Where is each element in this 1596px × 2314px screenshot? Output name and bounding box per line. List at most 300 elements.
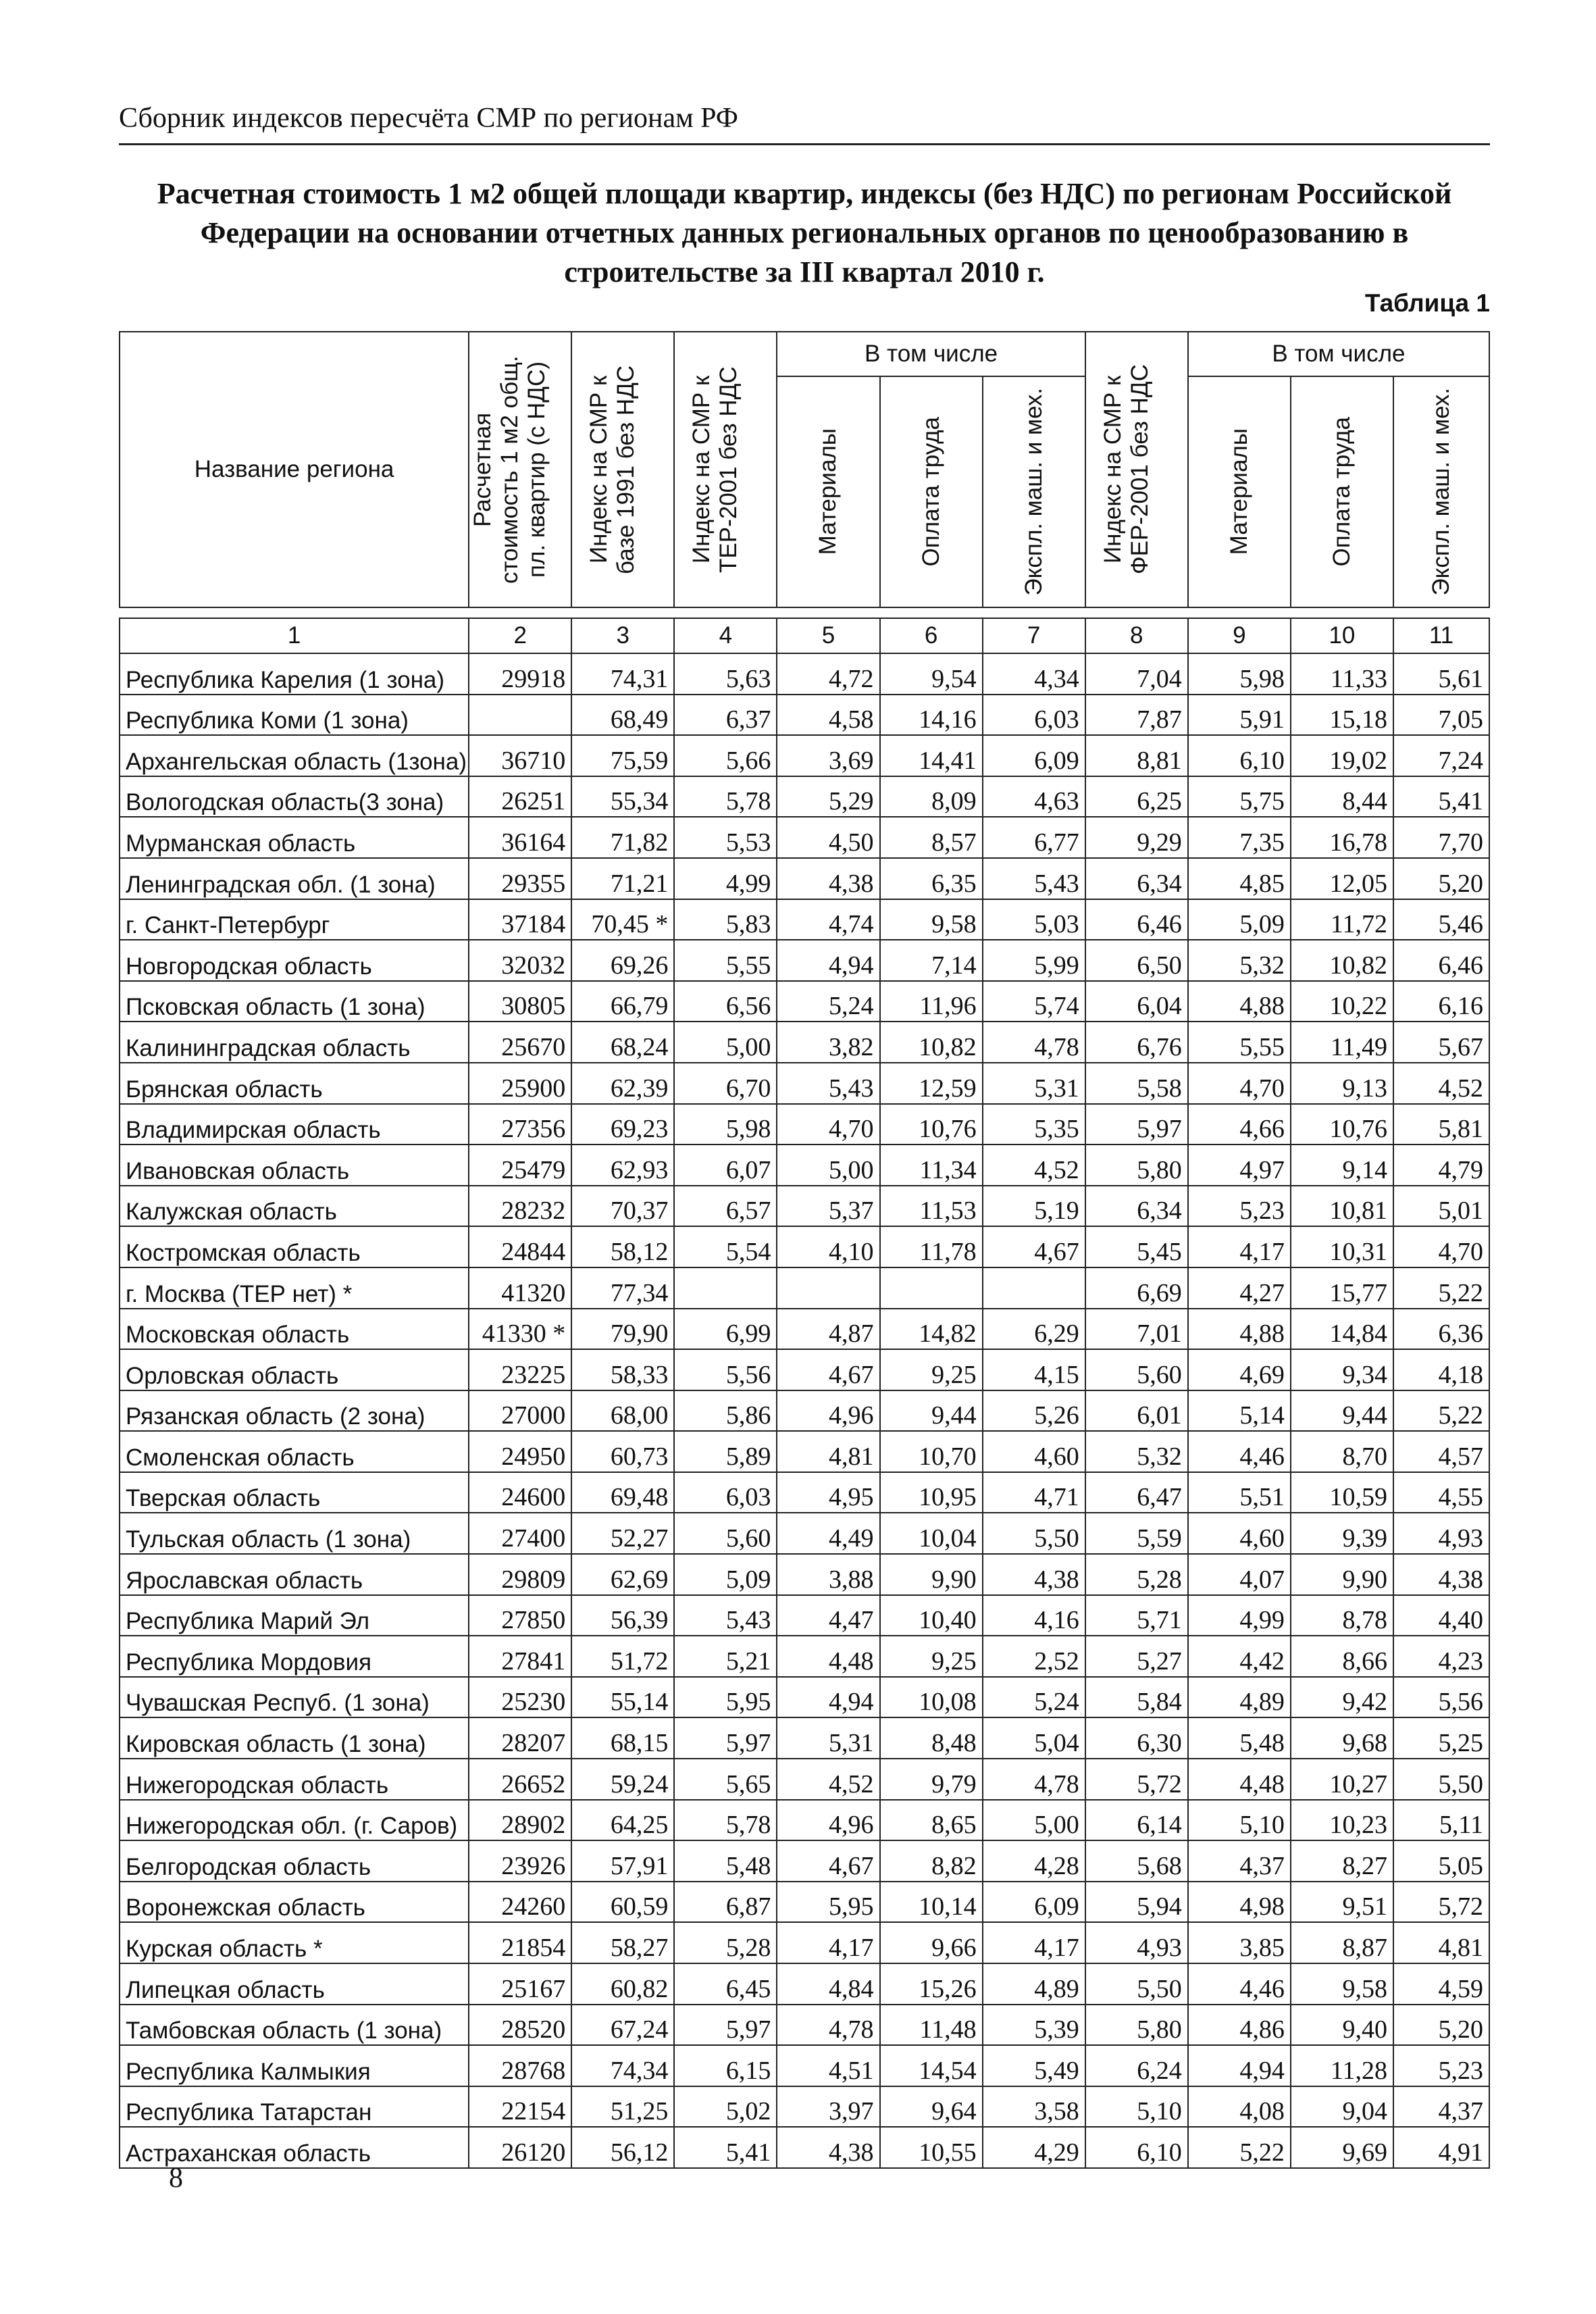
value-cell: 4,07 [1188,1554,1291,1595]
separator-cell [880,607,983,618]
value-cell: 62,69 [571,1554,674,1595]
document-title: Расчетная стоимость 1 м2 общей площади квартир, индексы (без НДС) по регионам Российской Федерации на основании отчетных данных региональных органов по ценообразованию в строительстве за III квартал 2010 г. [157,177,1452,288]
value-cell: 4,18 [1393,1349,1489,1390]
value-cell: 15,77 [1291,1267,1393,1309]
value-cell: 5,41 [1393,776,1489,818]
table-row [120,1063,1489,1104]
value-cell: 4,72 [777,653,879,695]
table-row [120,1882,1489,1923]
value-cell: 8,81 [1085,735,1188,776]
table-row [120,1595,1489,1636]
table-row [120,858,1489,899]
value-cell: 28520 [469,2005,571,2046]
regional-index-table [119,331,1490,2169]
value-cell: 4,93 [1393,1513,1489,1554]
value-cell: 4,96 [777,1800,879,1841]
value-cell: 5,48 [1188,1717,1291,1759]
value-cell: 5,28 [1085,1554,1188,1595]
value-cell: 5,97 [674,1717,777,1759]
value-cell: 4,17 [1188,1226,1291,1267]
column-number: 7 [983,618,1085,653]
value-cell: 75,59 [571,735,674,776]
value-cell: 15,26 [880,1963,983,2005]
value-cell: 4,70 [777,1104,879,1145]
value-cell: 5,22 [1188,2127,1291,2168]
value-cell: 5,09 [1188,899,1291,940]
table-row [120,1677,1489,1718]
table-row [120,2005,1489,2046]
value-cell: 5,63 [674,653,777,695]
value-cell: 23225 [469,1349,571,1390]
value-cell: 10,76 [880,1104,983,1145]
value-cell: 6,70 [674,1063,777,1104]
table-row [120,1104,1489,1145]
value-cell: 5,86 [674,1390,777,1432]
value-cell: 6,99 [674,1309,777,1350]
value-cell: 4,17 [777,1922,879,1963]
value-cell [777,1267,879,1309]
value-cell: 5,41 [674,2127,777,2168]
value-cell: 5,45 [1085,1226,1188,1267]
value-cell: 21854 [469,1922,571,1963]
value-cell: 59,24 [571,1759,674,1800]
value-cell: 5,10 [1085,2086,1188,2128]
value-cell: 79,90 [571,1309,674,1350]
value-cell: 28902 [469,1800,571,1841]
value-cell: 28768 [469,2045,571,2086]
value-cell: 4,67 [983,1226,1085,1267]
value-cell: 12,05 [1291,858,1393,899]
value-cell: 4,85 [1188,858,1291,899]
value-cell: 5,11 [1393,1800,1489,1841]
value-cell: 5,61 [1393,653,1489,695]
value-cell: 11,33 [1291,653,1393,695]
value-cell: 4,67 [777,1349,879,1390]
value-cell: 6,07 [674,1145,777,1186]
value-cell: 5,84 [1085,1677,1188,1718]
value-cell: 7,70 [1393,817,1489,858]
value-cell: 4,38 [777,2127,879,2168]
value-cell: 4,27 [1188,1267,1291,1309]
value-cell: 4,58 [777,695,879,736]
table-row [120,776,1489,818]
separator-cell [571,607,674,618]
value-cell: 26251 [469,776,571,818]
region-name-cell: Мурманская область [120,817,469,858]
value-cell: 25167 [469,1963,571,2005]
region-name-cell: Рязанская область (2 зона) [120,1390,469,1432]
value-cell: 5,43 [777,1063,879,1104]
value-cell: 4,63 [983,776,1085,818]
value-cell: 6,77 [983,817,1085,858]
value-cell: 4,71 [983,1472,1085,1513]
value-cell: 9,64 [880,2086,983,2128]
value-cell: 5,23 [1188,1186,1291,1227]
value-cell: 4,67 [777,1840,879,1882]
value-cell: 6,09 [983,1882,1085,1923]
value-cell: 10,31 [1291,1226,1393,1267]
value-cell: 5,98 [674,1104,777,1145]
value-cell: 68,49 [571,695,674,736]
value-cell: 5,05 [1393,1840,1489,1882]
value-cell: 4,86 [1188,2005,1291,2046]
region-name-cell: Брянская область [120,1063,469,1104]
value-cell: 66,79 [571,981,674,1022]
value-cell: 57,91 [571,1840,674,1882]
value-cell: 36164 [469,817,571,858]
header-labor-ter [880,376,983,607]
table-row [120,1267,1489,1309]
value-cell: 19,02 [1291,735,1393,776]
value-cell: 5,99 [983,940,1085,981]
value-cell: 5,97 [674,2005,777,2046]
table-row [120,2127,1489,2168]
value-cell: 4,37 [1393,2086,1489,2128]
column-number: 2 [469,618,571,653]
value-cell: 11,53 [880,1186,983,1227]
header-separator [120,607,1489,618]
separator-cell [120,607,469,618]
value-cell: 60,59 [571,1882,674,1923]
value-cell: 5,23 [1393,2045,1489,2086]
value-cell: 6,69 [1085,1267,1188,1309]
value-cell: 8,87 [1291,1922,1393,1963]
value-cell: 9,79 [880,1759,983,1800]
value-cell: 5,22 [1393,1390,1489,1432]
table-row [120,2086,1489,2128]
value-cell: 5,71 [1085,1595,1188,1636]
table-row [120,817,1489,858]
value-cell: 6,10 [1085,2127,1188,2168]
value-cell: 24844 [469,1226,571,1267]
value-cell: 36710 [469,735,571,776]
value-cell: 5,54 [674,1226,777,1267]
value-cell: 6,87 [674,1882,777,1923]
value-cell: 37184 [469,899,571,940]
table-row [120,1840,1489,1882]
region-name-cell: Вологодская область(3 зона) [120,776,469,818]
value-cell: 4,70 [1188,1063,1291,1104]
value-cell: 6,36 [1393,1309,1489,1350]
separator-cell [1188,607,1291,618]
value-cell: 9,40 [1291,2005,1393,2046]
value-cell: 5,24 [983,1677,1085,1718]
value-cell: 9,25 [880,1636,983,1677]
value-cell: 6,57 [674,1186,777,1227]
value-cell: 7,04 [1085,653,1188,695]
column-number: 3 [571,618,674,653]
header-materials-fer-text: Материалы [1225,428,1252,555]
value-cell: 4,38 [983,1554,1085,1595]
value-cell: 14,82 [880,1309,983,1350]
value-cell: 27850 [469,1595,571,1636]
value-cell: 6,34 [1085,1186,1188,1227]
table-row [120,1349,1489,1390]
value-cell: 14,16 [880,695,983,736]
region-name-cell: Московская область [120,1309,469,1350]
value-cell: 6,56 [674,981,777,1022]
value-cell: 5,32 [1085,1431,1188,1472]
region-name-cell: Калининградская область [120,1022,469,1063]
region-name-cell: Республика Татарстан [120,2086,469,2128]
value-cell: 10,04 [880,1513,983,1554]
value-cell: 51,72 [571,1636,674,1677]
value-cell: 55,34 [571,776,674,818]
value-cell: 8,57 [880,817,983,858]
value-cell: 5,78 [674,776,777,818]
value-cell: 4,94 [777,940,879,981]
value-cell: 5,56 [674,1349,777,1390]
header-cost-text: Расчетная стоимость 1 м2 общ. пл. квартир (с НДС) [469,355,550,584]
value-cell: 5,80 [1085,1145,1188,1186]
value-cell: 15,18 [1291,695,1393,736]
column-number: 1 [120,618,469,653]
region-name-cell: Ярославская область [120,1554,469,1595]
value-cell: 5,22 [1393,1267,1489,1309]
value-cell [469,695,571,736]
header-index-ter-text: Индекс на СМР к ТЕР-2001 без НДС [688,366,742,573]
column-number: 8 [1085,618,1188,653]
value-cell: 5,28 [674,1922,777,1963]
value-cell: 12,59 [880,1063,983,1104]
value-cell: 4,23 [1393,1636,1489,1677]
value-cell: 6,35 [880,858,983,899]
value-cell: 5,60 [1085,1349,1188,1390]
table-row [120,981,1489,1022]
value-cell: 5,20 [1393,2005,1489,2046]
page-number: 8 [169,2163,183,2194]
value-cell: 6,45 [674,1963,777,2005]
header-index-fer-text: Индекс на СМР к ФЕР-2001 без НДС [1099,364,1153,575]
value-cell: 4,38 [777,858,879,899]
value-cell: 6,10 [1188,735,1291,776]
value-cell: 69,26 [571,940,674,981]
value-cell: 9,69 [1291,2127,1393,2168]
header-index-1991-text: Индекс на СМР к базе 1991 без НДС [586,365,640,574]
value-cell: 10,95 [880,1472,983,1513]
value-cell: 6,03 [674,1472,777,1513]
value-cell: 6,29 [983,1309,1085,1350]
value-cell: 8,09 [880,776,983,818]
value-cell: 62,39 [571,1063,674,1104]
value-cell: 9,14 [1291,1145,1393,1186]
value-cell: 6,47 [1085,1472,1188,1513]
value-cell: 8,44 [1291,776,1393,818]
value-cell: 7,35 [1188,817,1291,858]
table-row [120,940,1489,981]
header-index-1991 [571,332,674,607]
value-cell: 74,31 [571,653,674,695]
region-name-cell: Костромская область [120,1226,469,1267]
header-region: Название региона [120,332,469,607]
value-cell: 4,52 [1393,1063,1489,1104]
value-cell: 4,81 [1393,1922,1489,1963]
value-cell: 5,37 [777,1186,879,1227]
region-name-cell: Нижегородская обл. (г. Саров) [120,1800,469,1841]
value-cell: 10,40 [880,1595,983,1636]
separator-cell [469,607,571,618]
value-cell: 25230 [469,1677,571,1718]
value-cell: 11,34 [880,1145,983,1186]
value-cell: 4,94 [1188,2045,1291,2086]
value-cell: 4,50 [777,817,879,858]
value-cell: 5,10 [1188,1800,1291,1841]
value-cell: 6,09 [983,735,1085,776]
value-cell: 29355 [469,858,571,899]
value-cell: 4,94 [777,1677,879,1718]
value-cell: 4,97 [1188,1145,1291,1186]
value-cell: 5,48 [674,1840,777,1882]
value-cell: 24260 [469,1882,571,1923]
value-cell: 5,49 [983,2045,1085,2086]
value-cell: 4,10 [777,1226,879,1267]
value-cell: 5,66 [674,735,777,776]
value-cell: 8,27 [1291,1840,1393,1882]
value-cell: 9,66 [880,1922,983,1963]
value-cell: 4,60 [1188,1513,1291,1554]
value-cell: 9,90 [1291,1554,1393,1595]
region-name-cell: Тверская область [120,1472,469,1513]
region-name-cell: Чувашская Респуб. (1 зона) [120,1677,469,1718]
value-cell: 8,66 [1291,1636,1393,1677]
value-cell: 5,50 [1085,1963,1188,2005]
value-cell: 5,50 [1393,1759,1489,1800]
value-cell: 4,42 [1188,1636,1291,1677]
value-cell: 5,94 [1085,1882,1188,1923]
value-cell [674,1267,777,1309]
column-number-row [120,618,1489,653]
value-cell: 2,52 [983,1636,1085,1677]
value-cell: 5,32 [1188,940,1291,981]
header-materials-ter-text: Материалы [815,428,842,555]
header-group-ter: В том числе [777,332,1085,376]
value-cell: 9,39 [1291,1513,1393,1554]
value-cell: 27356 [469,1104,571,1145]
value-cell: 5,20 [1393,858,1489,899]
value-cell: 5,04 [983,1717,1085,1759]
value-cell: 4,81 [777,1431,879,1472]
value-cell: 11,96 [880,981,983,1022]
header-machines-fer [1393,376,1489,607]
value-cell: 69,23 [571,1104,674,1145]
value-cell: 5,00 [674,1022,777,1063]
value-cell: 5,43 [983,858,1085,899]
value-cell: 77,34 [571,1267,674,1309]
region-name-cell: Смоленская область [120,1431,469,1472]
value-cell: 26652 [469,1759,571,1800]
value-cell: 4,93 [1085,1922,1188,1963]
value-cell: 5,35 [983,1104,1085,1145]
value-cell: 5,91 [1188,695,1291,736]
region-name-cell: Республика Карелия (1 зона) [120,653,469,695]
value-cell: 24600 [469,1472,571,1513]
value-cell: 4,96 [777,1390,879,1432]
value-cell: 4,78 [983,1759,1085,1800]
table-row [120,2045,1489,2086]
value-cell: 5,39 [983,2005,1085,2046]
region-name-cell: Астраханская область [120,2127,469,2168]
value-cell: 74,34 [571,2045,674,2086]
value-cell: 7,05 [1393,695,1489,736]
value-cell: 9,68 [1291,1717,1393,1759]
value-cell: 4,46 [1188,1963,1291,2005]
header-labor-fer-text: Оплата труда [1328,417,1355,567]
value-cell: 4,91 [1393,2127,1489,2168]
value-cell: 4,15 [983,1349,1085,1390]
value-cell: 27000 [469,1390,571,1432]
value-cell: 8,82 [880,1840,983,1882]
value-cell: 4,79 [1393,1145,1489,1186]
header-rule [119,143,1490,145]
value-cell: 9,04 [1291,2086,1393,2128]
value-cell: 5,55 [674,940,777,981]
value-cell: 25670 [469,1022,571,1063]
header-machines-fer-text: Экспл. маш. и мех. [1427,388,1454,596]
value-cell: 4,78 [983,1022,1085,1063]
region-name-cell: г. Санкт-Петербург [120,899,469,940]
value-cell: 6,50 [1085,940,1188,981]
value-cell: 5,14 [1188,1390,1291,1432]
value-cell: 41320 [469,1267,571,1309]
value-cell: 70,37 [571,1186,674,1227]
value-cell: 29809 [469,1554,571,1595]
value-cell: 6,46 [1393,940,1489,981]
value-cell: 4,70 [1393,1226,1489,1267]
value-cell: 4,08 [1188,2086,1291,2128]
column-number: 11 [1393,618,1489,653]
table-row [120,1390,1489,1432]
value-cell: 5,21 [674,1636,777,1677]
value-cell: 6,03 [983,695,1085,736]
value-cell: 4,84 [777,1963,879,2005]
value-cell: 41330 * [469,1309,571,1350]
value-cell: 9,44 [880,1390,983,1432]
value-cell: 9,58 [1291,1963,1393,2005]
value-cell: 6,37 [674,695,777,736]
value-cell: 5,27 [1085,1636,1188,1677]
table-row [120,735,1489,776]
value-cell: 32032 [469,940,571,981]
value-cell: 4,29 [983,2127,1085,2168]
value-cell: 14,54 [880,2045,983,2086]
value-cell: 5,00 [777,1145,879,1186]
table-row [120,1963,1489,2005]
value-cell: 3,82 [777,1022,879,1063]
value-cell: 58,27 [571,1922,674,1963]
separator-cell [1085,607,1188,618]
region-name-cell: Нижегородская область [120,1759,469,1800]
value-cell [880,1267,983,1309]
value-cell: 5,58 [1085,1063,1188,1104]
header-machines-ter-text: Экспл. маш. и мех. [1020,388,1047,596]
region-name-cell: Тульская область (1 зона) [120,1513,469,1554]
value-cell: 4,88 [1188,1309,1291,1350]
value-cell: 23926 [469,1840,571,1882]
value-cell: 5,83 [674,899,777,940]
value-cell: 5,65 [674,1759,777,1800]
value-cell: 11,49 [1291,1022,1393,1063]
value-cell: 10,23 [1291,1800,1393,1841]
value-cell: 71,21 [571,858,674,899]
value-cell: 5,43 [674,1595,777,1636]
value-cell: 9,58 [880,899,983,940]
value-cell: 9,25 [880,1349,983,1390]
value-cell: 5,24 [777,981,879,1022]
value-cell: 9,42 [1291,1677,1393,1718]
value-cell: 4,17 [983,1922,1085,1963]
value-cell: 4,38 [1393,1554,1489,1595]
value-cell: 56,39 [571,1595,674,1636]
